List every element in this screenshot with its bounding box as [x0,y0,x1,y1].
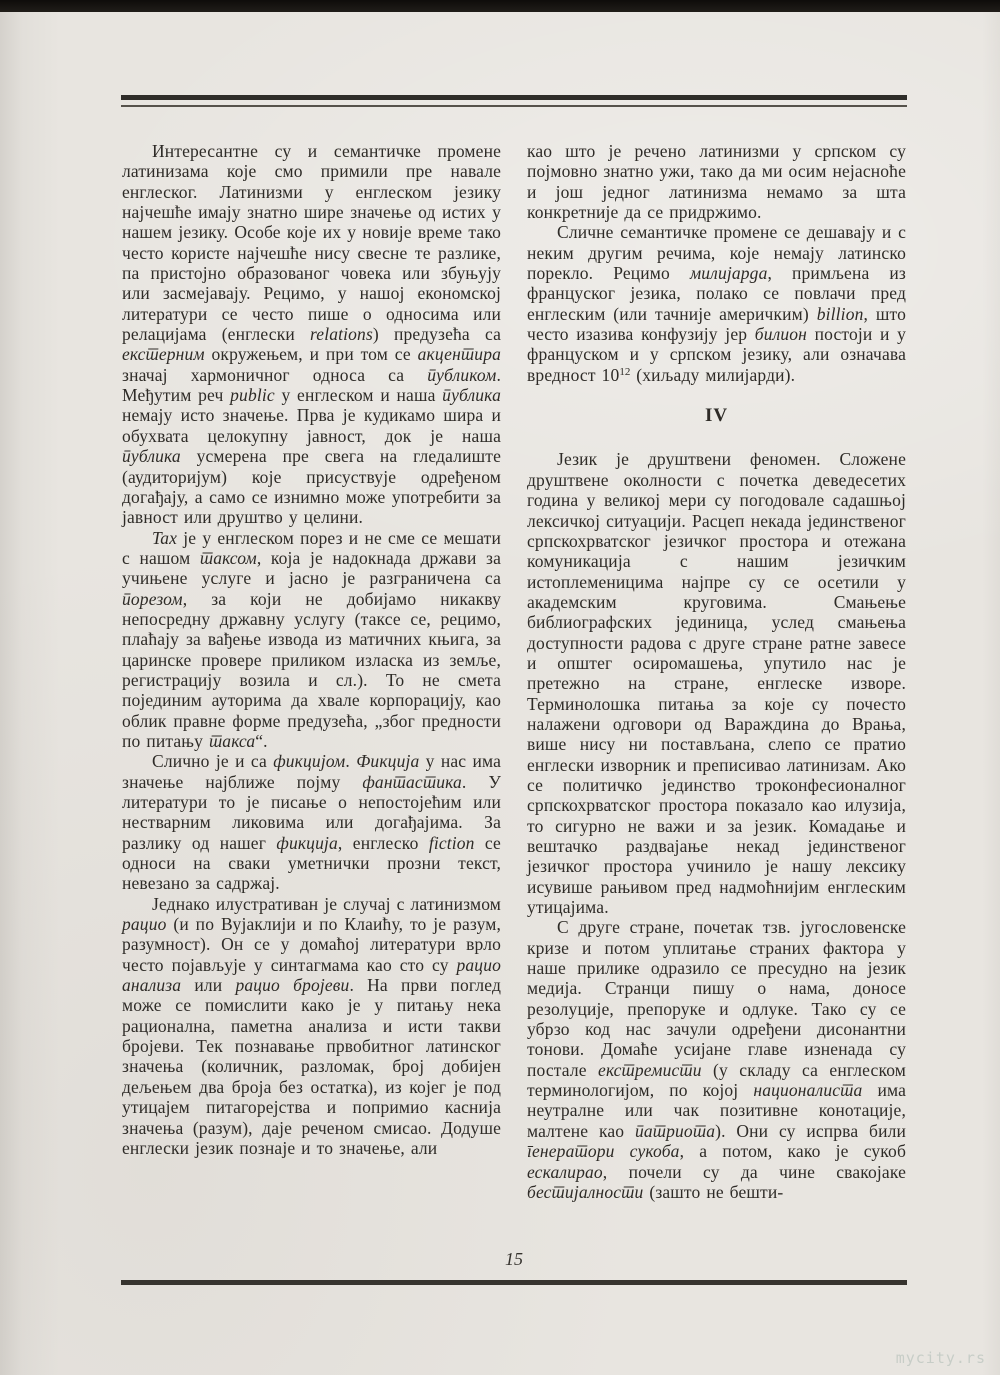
italic-term: бестијалности [527,1181,644,1202]
italic-term: публика [442,385,501,406]
scan-edge-bar [0,0,1000,12]
italic-term: акцентира [417,344,501,365]
text-column-left [122,141,501,1202]
italic-term: екстремисти [598,1059,702,1080]
italic-term: патриота [634,1120,716,1141]
italic-term: рацио анализа [122,954,501,996]
italic-term: рацио бројеви [235,975,350,996]
italic-term: fiction [428,832,475,853]
paragraph: Tax је у енглеском порез и не сме се мешати с нашом таксом, која је надокнада држави за учињене услуге и јасно је разграничена са порезом, за који не добијамо никакву непосредну државну услугу (таксе се, рецимо, плаћају за вађење извода из матичних књига, за царинске провере приликом изласка из земље, регистрацију возила и сл.). То не смета појединим ауторима да хвале корпорацију, као облик правне форме предузећа, „због предности по питању такса“. [122,527,501,751]
watermark: mycity.rs [895,1349,986,1367]
superscript: 12 [619,365,631,378]
italic-term: публиком [427,364,497,385]
italic-term: националиста [753,1080,863,1101]
paragraph: Језик је друштвени феномен. Сложене друштвене околности с почетка деведесетих година у великој мери су погодовале садашњој лексичкој ситуацији. Расцеп некада јединственог српскохрватског језичког простора и отежана комуникација с нашим језичким истоплеменицима најпре су се осетили у академским круговима. Смањење библиографских јединица, услед смањења доступности радова с друге стране ратне завесе и општег осиромашења, упутило нас је претежно на стране, енглеске изворе. Терминолошка питања за које су почесто налажени одговори од Вараждина до Врања, више нису ни постављана, слепо се пратио енглески изворник и преписивао латинизам. Ако се политичко јединство троконфесионалног српскохрватског простора показало као илузија, то сигурно не важи и за језик. Комадање и вештачко раздвајање некад јединственог језичког простора учинило је нашу лексику исувише рањивом пред надмоћнијим енглеским утицајима. [527,449,906,918]
italic-term: ескалирао [527,1161,603,1182]
section-heading: IV [704,405,729,427]
footer-rule [121,1280,907,1285]
italic-term: Фикција [356,751,420,772]
italic-term: billion [816,303,864,324]
italic-term: таксом [199,547,257,568]
italic-term: милијарда [689,263,768,284]
header-rule-thin [121,105,907,107]
italic-term: генератори сукоба [527,1141,680,1162]
paragraph: Једнако илустративан је случај с латинизмом рацио (и по Вујаклији и по Клаићу, то је разум, разумност). Он се у домаћој литератури врло често појављује у синтагмама као сто су рацио анализа или рацио бројеви. На први поглед може се помислити како је у питању нека рационална, паметна анализа и исти такви бројеви. Тек познавање првобитног латинског значења (количник, разломак, број добијен дељењем два броја без остатка), из којег је под утицајем питагорејства и попримио каснија значења (разум), даје реченом смисао. Додуше енглески језик познаје и то значење, али [122,893,501,1158]
italic-term: билион [754,324,808,345]
italic-term: публика [122,446,181,467]
italic-term: фикција [276,832,338,853]
italic-term: фантастика [362,771,462,792]
italic-term: екстерним [122,344,205,365]
italic-term: Tax [152,527,178,548]
page-body [122,141,906,1202]
italic-term: фикцијом [273,751,346,772]
italic-term: рацио [122,914,167,935]
paragraph: С друге стране, почетак тзв. југословенске кризе и потом уплитање страних фактора у наше прилике одразило се пресудно на језик медија. Странци пишу о нама, доносе резолуције, препоруке и одлуке. Тако су се убрзо код нас зачули одређени дисонантни тонови. Домаће усијане главе изненада су постале екстремисти (у складу са енглеском терминологијом, по којој националиста има неутралне или чак позитивне конотације, малтене као патриота). Они су испрва били генератори сукоба, а потом, како је сукоб ескалирао, почели су да чине свакојаке бестијалности (зашто не бешти- [527,917,907,1202]
italic-term: порезом [122,588,183,609]
paragraph: Слично је и са фикцијом. Фикција у нас има значење најближе појму фантастика. У литератури то је писање о непостојећим или нестварним ликовима или догађајима. За разлику од нашег фикција, енглеско fiction се односи на сваки уметнички прозни текст, невезано за садржај. [122,751,502,894]
paragraph: Сличне семантичке промене се дешавају и с неким другим речима, које немају латинско порекло. Рецимо милијарда, примљена из француског језика, полако се повлачи пред енглеским (или тачније америчким) billion, што често изазива конфузију јер билион постоји и у француском и у српском језику, али означава вредност $10^{12}$ (хиљаду милијарди). [527,222,907,385]
paragraph: Интересантне су и семантичке промене латинизама које смо примили пре навале енглеског. Латинизми у енглеском језику најчешће имају знатно шире значење од истих у нашем језику. Особе које их у новије време тако често користе најчешће нису свесне те разлике, па пристојно образованог човека или збуњују или засмејавају. Рецимо, у нашој економској литератури се често пише о односима или релацијама (енглески relations) предузећа са екстерним окружењем, и при том се акцентира значај хармоничног односа са публиком. Међутим реч public у енглеском и наша публика немају исто значење. Прва је кудикамо шира и обухвата целокупну јавност, док је наша публика усмерена пре свега на гледалиште (аудиторијум) које присуствује одређеном догађају, а само се изнимно може употребити за јавност или друштво у целини. [122,141,502,528]
paragraph: као што је речено латинизми у српском су појмовно знатно ужи, тако да ми осим нејасноће и још једног латинизма немамо за шта конкретније да се придржимо. [527,141,906,223]
header-double-rule [121,95,907,107]
italic-term: такса [208,730,256,751]
text-column-right [527,141,906,1202]
italic-term: public [230,385,275,406]
page-number: 15 [505,1249,523,1269]
italic-term: relations [309,324,373,345]
